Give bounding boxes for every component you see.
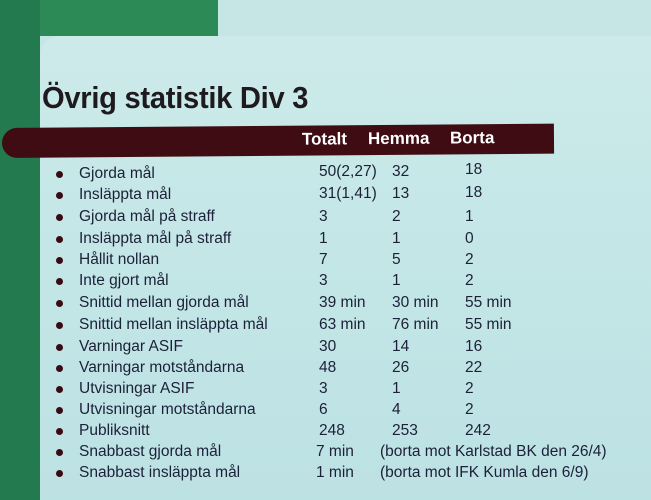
cell-total: 6 (319, 401, 328, 418)
row-label: Utvisningar ASIF (79, 380, 195, 397)
cell-away: 18 (465, 184, 483, 201)
slide-title: Övrig statistik Div 3 (42, 80, 309, 115)
cell-away: 2 (465, 401, 474, 418)
row-label: Varningar motståndarna (79, 359, 245, 376)
row-label: Varningar ASIF (79, 338, 183, 355)
table-row-note (0, 443, 651, 464)
cell-away: 242 (465, 422, 491, 439)
cell-total: 31(1,41) (319, 185, 377, 202)
cell-home: 5 (392, 251, 401, 268)
bullet-icon (56, 449, 63, 456)
cell-total: 3 (319, 380, 328, 397)
cell-total: 3 (319, 272, 328, 289)
cell-away: 18 (465, 161, 483, 178)
row-label: Hållit nollan (79, 251, 160, 268)
cell-total: 248 (319, 422, 345, 439)
cell-home: 1 (392, 272, 401, 289)
bullet-icon (56, 470, 63, 477)
cell-away: 0 (465, 230, 474, 247)
bullet-icon (56, 214, 63, 221)
table-row (0, 380, 651, 401)
row-label: Insläppta mål på straff (79, 230, 232, 247)
table-row (0, 338, 651, 359)
cell-total: 48 (319, 359, 337, 376)
table-row (0, 401, 651, 422)
cell-away: 22 (465, 359, 483, 376)
cell-away: 2 (465, 380, 474, 397)
cell-away: 2 (465, 251, 474, 268)
cell-note: (borta mot Karlstad BK den 26/4) (380, 443, 607, 460)
table-row (0, 208, 651, 229)
cell-total: 30 (319, 338, 337, 355)
row-label: Publiksnitt (79, 422, 150, 439)
cell-home: 26 (392, 359, 410, 376)
cell-away: 16 (465, 338, 483, 355)
cell-home: 13 (392, 185, 410, 202)
cell-home: 1 (392, 230, 401, 247)
cell-total: 1 min (316, 464, 354, 481)
bullet-icon (56, 192, 63, 199)
cell-home: 4 (392, 401, 401, 418)
cell-home: 14 (392, 338, 410, 355)
row-label: Insläppta mål (79, 186, 172, 203)
bullet-icon (56, 386, 63, 393)
bullet-icon (56, 257, 63, 264)
row-label: Gjorda mål på straff (79, 208, 215, 225)
bullet-icon (56, 171, 63, 178)
cell-home: 32 (392, 163, 410, 180)
bullet-icon (56, 344, 63, 351)
bullet-icon (56, 236, 63, 243)
bullet-icon (56, 278, 63, 285)
bullet-icon (56, 407, 63, 414)
bullet-icon (56, 365, 63, 372)
row-label: Utvisningar motståndarna (79, 401, 256, 418)
row-label: Snittid mellan gjorda mål (79, 294, 249, 311)
table-header-bar (2, 124, 554, 158)
column-header-home: Hemma (367, 128, 430, 149)
bullet-icon (56, 300, 63, 307)
row-label: Inte gjort mål (79, 272, 169, 289)
column-header-total: Totalt (301, 129, 348, 149)
column-header-away: Borta (449, 128, 495, 148)
cell-away: 55 min (465, 316, 512, 333)
table-row (0, 422, 651, 443)
cell-home: 253 (392, 422, 418, 439)
cell-total: 7 min (316, 443, 354, 460)
row-label: Snabbast insläppta mål (79, 464, 241, 481)
table-row (0, 230, 651, 251)
table-row (0, 272, 651, 293)
cell-total: 50(2,27) (319, 163, 377, 180)
table-row (0, 161, 651, 186)
cell-away: 2 (465, 272, 474, 289)
cell-away: 1 (465, 208, 474, 225)
cell-total: 1 (319, 230, 328, 247)
bullet-icon (56, 428, 63, 435)
table-row (0, 359, 651, 380)
table-row (0, 251, 651, 272)
cell-total: 7 (319, 251, 328, 268)
cell-away: 55 min (465, 294, 512, 311)
row-label: Gjorda mål (79, 165, 155, 182)
row-label: Snittid mellan insläppta mål (79, 316, 268, 333)
cell-home: 76 min (392, 316, 439, 333)
table-row (0, 186, 651, 207)
cell-home: 1 (392, 380, 401, 397)
cell-total: 3 (319, 208, 328, 225)
cell-home: 30 min (392, 294, 439, 311)
bullet-icon (56, 322, 63, 329)
table-row (0, 294, 651, 315)
table-row-note (0, 464, 651, 485)
cell-home: 2 (392, 208, 401, 225)
row-label: Snabbast gjorda mål (79, 443, 222, 460)
cell-note: (borta mot IFK Kumla den 6/9) (380, 464, 589, 481)
table-row (0, 316, 651, 337)
cell-total: 39 min (319, 294, 366, 311)
cell-total: 63 min (319, 316, 366, 333)
